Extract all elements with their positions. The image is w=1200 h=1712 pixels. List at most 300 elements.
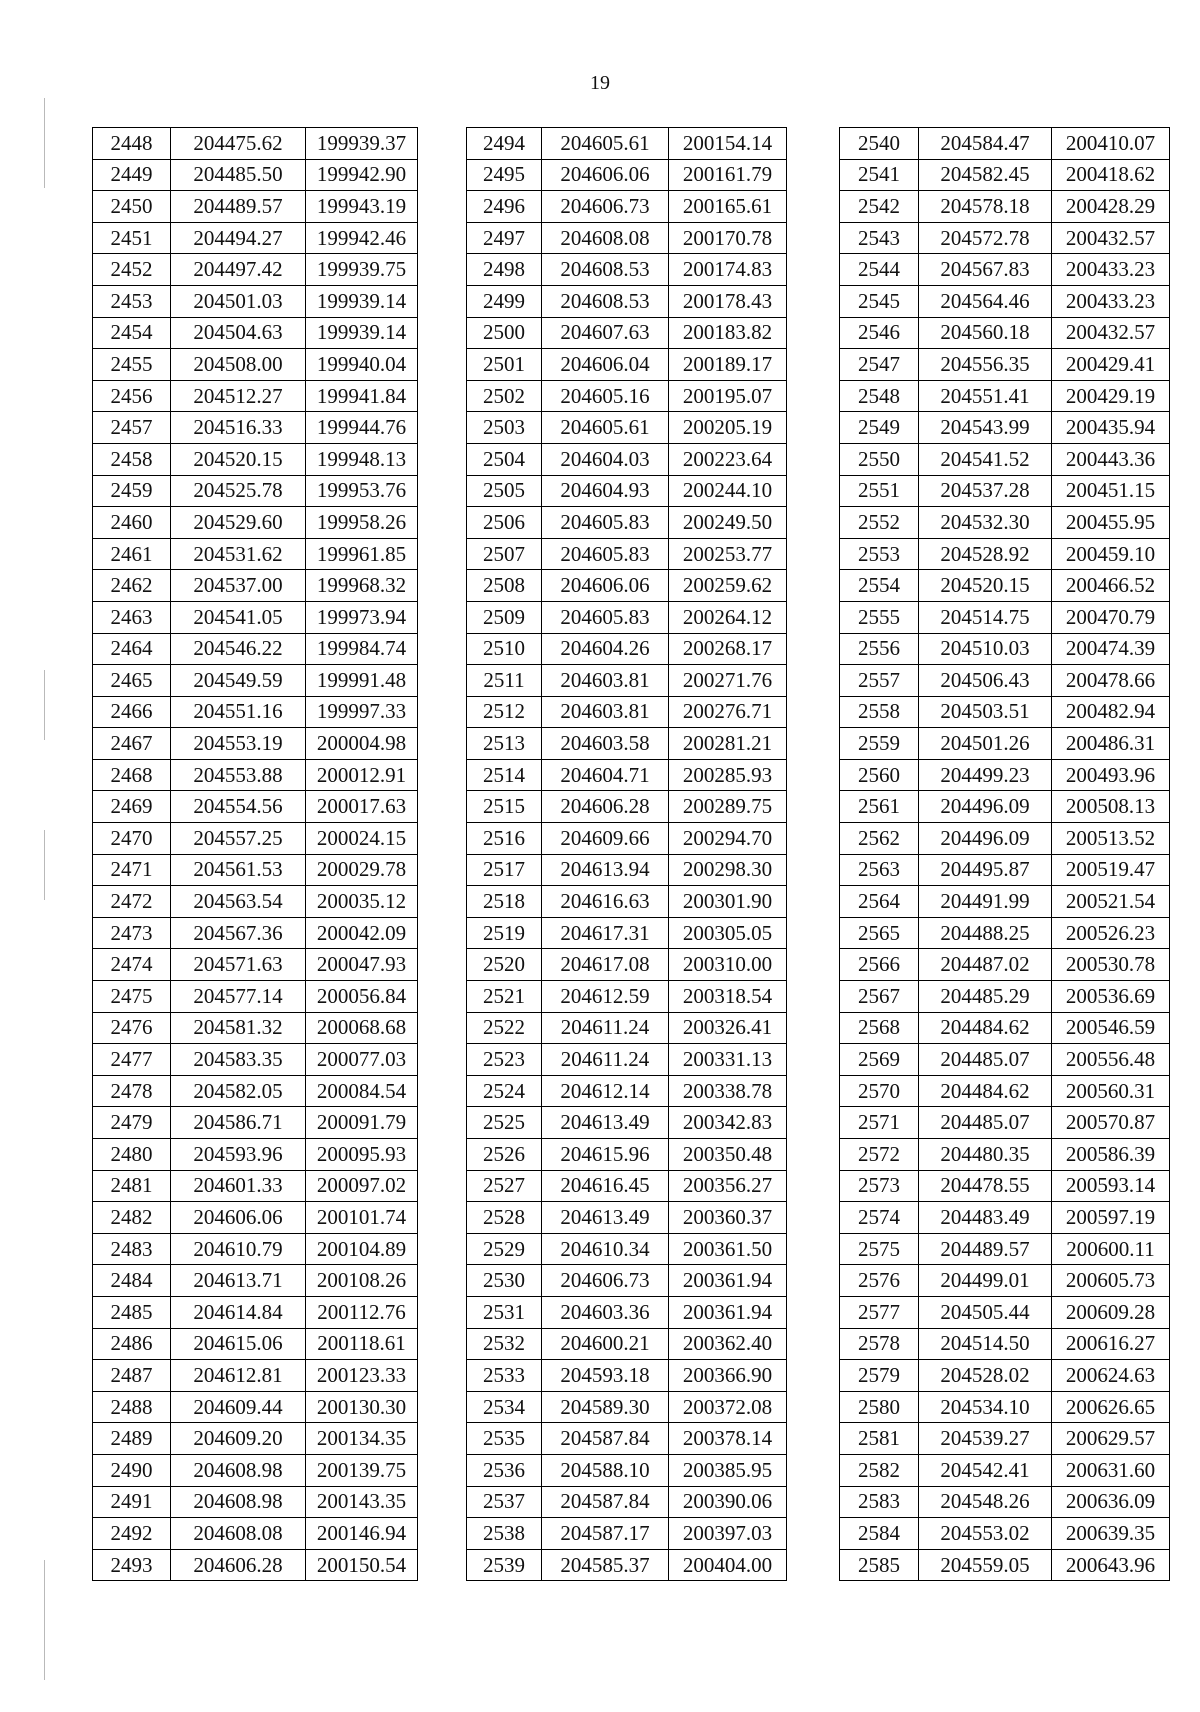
table-row (840, 191, 1170, 223)
x-coordinate-cell: 204520.15 (919, 570, 1052, 602)
y-coordinate-cell: 200342.83 (669, 1107, 787, 1139)
table-row (93, 538, 418, 570)
table-row (93, 917, 418, 949)
y-coordinate-cell: 200597.19 (1052, 1202, 1170, 1234)
table-row (467, 791, 787, 823)
y-coordinate-cell: 200556.48 (1052, 1044, 1170, 1076)
y-coordinate-cell: 200134.35 (306, 1423, 418, 1455)
y-coordinate-cell: 200361.94 (669, 1296, 787, 1328)
y-coordinate-cell: 200123.33 (306, 1360, 418, 1392)
point-number-cell: 2538 (467, 1518, 542, 1550)
point-number-cell: 2469 (93, 791, 171, 823)
x-coordinate-cell: 204563.54 (171, 886, 306, 918)
x-coordinate-cell: 204512.27 (171, 380, 306, 412)
y-coordinate-cell: 200378.14 (669, 1423, 787, 1455)
table-row (840, 1391, 1170, 1423)
table-row (93, 1075, 418, 1107)
point-number-cell: 2448 (93, 128, 171, 160)
scan-margin-mark (44, 670, 45, 740)
table-row (840, 854, 1170, 886)
table-row (93, 380, 418, 412)
point-number-cell: 2535 (467, 1423, 542, 1455)
y-coordinate-cell: 200143.35 (306, 1486, 418, 1518)
x-coordinate-cell: 204612.14 (542, 1075, 669, 1107)
y-coordinate-cell: 199991.48 (306, 665, 418, 697)
table-row (467, 1423, 787, 1455)
y-coordinate-cell: 200433.23 (1052, 285, 1170, 317)
y-coordinate-cell: 200170.78 (669, 222, 787, 254)
x-coordinate-cell: 204551.16 (171, 696, 306, 728)
x-coordinate-cell: 204617.31 (542, 917, 669, 949)
point-number-cell: 2480 (93, 1139, 171, 1171)
y-coordinate-cell: 200356.27 (669, 1170, 787, 1202)
x-coordinate-cell: 204510.03 (919, 633, 1052, 665)
y-coordinate-cell: 200410.07 (1052, 128, 1170, 160)
x-coordinate-cell: 204603.58 (542, 728, 669, 760)
y-coordinate-cell: 200350.48 (669, 1139, 787, 1171)
x-coordinate-cell: 204606.06 (171, 1202, 306, 1234)
table-row (93, 1423, 418, 1455)
x-coordinate-cell: 204617.08 (542, 949, 669, 981)
point-number-cell: 2467 (93, 728, 171, 760)
table-row (840, 349, 1170, 381)
table-row (840, 538, 1170, 570)
table-row (467, 443, 787, 475)
x-coordinate-cell: 204610.79 (171, 1233, 306, 1265)
point-number-cell: 2475 (93, 981, 171, 1013)
point-number-cell: 2510 (467, 633, 542, 665)
x-coordinate-cell: 204605.61 (542, 412, 669, 444)
table-row (467, 128, 787, 160)
y-coordinate-cell: 200486.31 (1052, 728, 1170, 760)
y-coordinate-cell: 200174.83 (669, 254, 787, 286)
point-number-cell: 2556 (840, 633, 919, 665)
point-number-cell: 2513 (467, 728, 542, 760)
point-number-cell: 2499 (467, 285, 542, 317)
table-row (467, 886, 787, 918)
y-coordinate-cell: 200609.28 (1052, 1296, 1170, 1328)
table-row (467, 1170, 787, 1202)
x-coordinate-cell: 204478.55 (919, 1170, 1052, 1202)
x-coordinate-cell: 204616.45 (542, 1170, 669, 1202)
point-number-cell: 2530 (467, 1265, 542, 1297)
table-row (840, 1360, 1170, 1392)
table-row (93, 443, 418, 475)
x-coordinate-cell: 204484.62 (919, 1075, 1052, 1107)
table-row (93, 1170, 418, 1202)
x-coordinate-cell: 204589.30 (542, 1391, 669, 1423)
table-row (93, 1518, 418, 1550)
table-row (467, 475, 787, 507)
y-coordinate-cell: 200404.00 (669, 1549, 787, 1581)
table-row (840, 823, 1170, 855)
table-row (840, 1233, 1170, 1265)
x-coordinate-cell: 204516.33 (171, 412, 306, 444)
point-number-cell: 2526 (467, 1139, 542, 1171)
point-number-cell: 2491 (93, 1486, 171, 1518)
point-number-cell: 2463 (93, 601, 171, 633)
point-number-cell: 2571 (840, 1107, 919, 1139)
y-coordinate-cell: 200362.40 (669, 1328, 787, 1360)
table-row (467, 1296, 787, 1328)
point-number-cell: 2508 (467, 570, 542, 602)
point-number-cell: 2583 (840, 1486, 919, 1518)
y-coordinate-cell: 200077.03 (306, 1044, 418, 1076)
table-row (840, 1075, 1170, 1107)
table-row (93, 1296, 418, 1328)
point-number-cell: 2514 (467, 759, 542, 791)
y-coordinate-cell: 200526.23 (1052, 917, 1170, 949)
point-number-cell: 2562 (840, 823, 919, 855)
point-number-cell: 2529 (467, 1233, 542, 1265)
y-coordinate-cell: 200178.43 (669, 285, 787, 317)
table-row (467, 1391, 787, 1423)
x-coordinate-cell: 204609.20 (171, 1423, 306, 1455)
point-number-cell: 2552 (840, 507, 919, 539)
table-row (840, 443, 1170, 475)
x-coordinate-cell: 204593.18 (542, 1360, 669, 1392)
point-number-cell: 2476 (93, 1012, 171, 1044)
x-coordinate-cell: 204609.44 (171, 1391, 306, 1423)
point-number-cell: 2573 (840, 1170, 919, 1202)
table-row (93, 728, 418, 760)
y-coordinate-cell: 199997.33 (306, 696, 418, 728)
y-coordinate-cell: 199958.26 (306, 507, 418, 539)
y-coordinate-cell: 200466.52 (1052, 570, 1170, 602)
x-coordinate-cell: 204483.49 (919, 1202, 1052, 1234)
table-row (93, 1044, 418, 1076)
y-coordinate-cell: 200310.00 (669, 949, 787, 981)
table-row (93, 222, 418, 254)
x-coordinate-cell: 204608.08 (542, 222, 669, 254)
y-coordinate-cell: 200570.87 (1052, 1107, 1170, 1139)
y-coordinate-cell: 200639.35 (1052, 1518, 1170, 1550)
y-coordinate-cell: 200298.30 (669, 854, 787, 886)
x-coordinate-cell: 204560.18 (919, 317, 1052, 349)
y-coordinate-cell: 200268.17 (669, 633, 787, 665)
x-coordinate-cell: 204605.16 (542, 380, 669, 412)
table-row (467, 1360, 787, 1392)
point-number-cell: 2560 (840, 759, 919, 791)
y-coordinate-cell: 200047.93 (306, 949, 418, 981)
point-number-cell: 2458 (93, 443, 171, 475)
coordinate-table-1 (92, 127, 418, 1581)
table-row (93, 823, 418, 855)
x-coordinate-cell: 204607.63 (542, 317, 669, 349)
x-coordinate-cell: 204608.98 (171, 1454, 306, 1486)
point-number-cell: 2471 (93, 854, 171, 886)
y-coordinate-cell: 199939.37 (306, 128, 418, 160)
table-row (467, 1549, 787, 1581)
y-coordinate-cell: 200626.65 (1052, 1391, 1170, 1423)
point-number-cell: 2557 (840, 665, 919, 697)
point-number-cell: 2541 (840, 159, 919, 191)
table-row (93, 759, 418, 791)
y-coordinate-cell: 200478.66 (1052, 665, 1170, 697)
point-number-cell: 2500 (467, 317, 542, 349)
point-number-cell: 2517 (467, 854, 542, 886)
y-coordinate-cell: 200118.61 (306, 1328, 418, 1360)
y-coordinate-cell: 200519.47 (1052, 854, 1170, 886)
x-coordinate-cell: 204606.28 (542, 791, 669, 823)
point-number-cell: 2554 (840, 570, 919, 602)
y-coordinate-cell: 200459.10 (1052, 538, 1170, 570)
scan-margin-mark (44, 1560, 45, 1680)
table-row (840, 222, 1170, 254)
point-number-cell: 2581 (840, 1423, 919, 1455)
y-coordinate-cell: 200271.76 (669, 665, 787, 697)
y-coordinate-cell: 200305.05 (669, 917, 787, 949)
y-coordinate-cell: 200470.79 (1052, 601, 1170, 633)
point-number-cell: 2566 (840, 949, 919, 981)
y-coordinate-cell: 200146.94 (306, 1518, 418, 1550)
table-row (467, 1518, 787, 1550)
table-row (467, 1202, 787, 1234)
table-row (467, 1265, 787, 1297)
table-row (93, 665, 418, 697)
point-number-cell: 2550 (840, 443, 919, 475)
x-coordinate-cell: 204503.51 (919, 696, 1052, 728)
table-row (467, 507, 787, 539)
x-coordinate-cell: 204605.61 (542, 128, 669, 160)
y-coordinate-cell: 200195.07 (669, 380, 787, 412)
point-number-cell: 2559 (840, 728, 919, 760)
table-row (93, 285, 418, 317)
x-coordinate-cell: 204520.15 (171, 443, 306, 475)
y-coordinate-cell: 200112.76 (306, 1296, 418, 1328)
point-number-cell: 2527 (467, 1170, 542, 1202)
y-coordinate-cell: 199973.94 (306, 601, 418, 633)
point-number-cell: 2453 (93, 285, 171, 317)
point-number-cell: 2564 (840, 886, 919, 918)
point-number-cell: 2521 (467, 981, 542, 1013)
x-coordinate-cell: 204495.87 (919, 854, 1052, 886)
table-row (467, 823, 787, 855)
table-row (840, 412, 1170, 444)
y-coordinate-cell: 200530.78 (1052, 949, 1170, 981)
table-row (467, 380, 787, 412)
point-number-cell: 2540 (840, 128, 919, 160)
point-number-cell: 2456 (93, 380, 171, 412)
x-coordinate-cell: 204551.41 (919, 380, 1052, 412)
table-row (93, 1549, 418, 1581)
y-coordinate-cell: 200560.31 (1052, 1075, 1170, 1107)
x-coordinate-cell: 204604.03 (542, 443, 669, 475)
table-row (93, 475, 418, 507)
y-coordinate-cell: 199948.13 (306, 443, 418, 475)
y-coordinate-cell: 199939.75 (306, 254, 418, 286)
table-row (93, 1328, 418, 1360)
y-coordinate-cell: 200493.96 (1052, 759, 1170, 791)
point-number-cell: 2563 (840, 854, 919, 886)
x-coordinate-cell: 204615.06 (171, 1328, 306, 1360)
y-coordinate-cell: 200429.41 (1052, 349, 1170, 381)
table-row (93, 1265, 418, 1297)
x-coordinate-cell: 204553.88 (171, 759, 306, 791)
table-row (840, 696, 1170, 728)
x-coordinate-cell: 204615.96 (542, 1139, 669, 1171)
x-coordinate-cell: 204491.99 (919, 886, 1052, 918)
point-number-cell: 2512 (467, 696, 542, 728)
point-number-cell: 2504 (467, 443, 542, 475)
y-coordinate-cell: 200631.60 (1052, 1454, 1170, 1486)
y-coordinate-cell: 200513.52 (1052, 823, 1170, 855)
y-coordinate-cell: 200624.63 (1052, 1360, 1170, 1392)
x-coordinate-cell: 204587.17 (542, 1518, 669, 1550)
point-number-cell: 2539 (467, 1549, 542, 1581)
table-row (467, 570, 787, 602)
table-row (467, 349, 787, 381)
x-coordinate-cell: 204489.57 (171, 191, 306, 223)
y-coordinate-cell: 200165.61 (669, 191, 787, 223)
point-number-cell: 2462 (93, 570, 171, 602)
x-coordinate-cell: 204577.14 (171, 981, 306, 1013)
table-row (93, 317, 418, 349)
table-row (467, 665, 787, 697)
point-number-cell: 2490 (93, 1454, 171, 1486)
point-number-cell: 2542 (840, 191, 919, 223)
x-coordinate-cell: 204586.71 (171, 1107, 306, 1139)
y-coordinate-cell: 200012.91 (306, 759, 418, 791)
x-coordinate-cell: 204508.00 (171, 349, 306, 381)
point-number-cell: 2461 (93, 538, 171, 570)
point-number-cell: 2543 (840, 222, 919, 254)
table-row (93, 507, 418, 539)
y-coordinate-cell: 200017.63 (306, 791, 418, 823)
y-coordinate-cell: 200546.59 (1052, 1012, 1170, 1044)
table-row (467, 981, 787, 1013)
table-row (467, 1486, 787, 1518)
point-number-cell: 2485 (93, 1296, 171, 1328)
x-coordinate-cell: 204564.46 (919, 285, 1052, 317)
y-coordinate-cell: 200326.41 (669, 1012, 787, 1044)
x-coordinate-cell: 204613.49 (542, 1202, 669, 1234)
table-row (840, 601, 1170, 633)
x-coordinate-cell: 204578.18 (919, 191, 1052, 223)
point-number-cell: 2579 (840, 1360, 919, 1392)
x-coordinate-cell: 204606.73 (542, 191, 669, 223)
point-number-cell: 2472 (93, 886, 171, 918)
x-coordinate-cell: 204549.59 (171, 665, 306, 697)
table-row (840, 917, 1170, 949)
table-row (467, 538, 787, 570)
x-coordinate-cell: 204561.53 (171, 854, 306, 886)
point-number-cell: 2531 (467, 1296, 542, 1328)
y-coordinate-cell: 200443.36 (1052, 443, 1170, 475)
y-coordinate-cell: 200161.79 (669, 159, 787, 191)
table-row (840, 728, 1170, 760)
point-number-cell: 2536 (467, 1454, 542, 1486)
table-row (840, 1518, 1170, 1550)
table-row (467, 1328, 787, 1360)
point-number-cell: 2546 (840, 317, 919, 349)
y-coordinate-cell: 200264.12 (669, 601, 787, 633)
table-row (840, 285, 1170, 317)
x-coordinate-cell: 204537.28 (919, 475, 1052, 507)
x-coordinate-cell: 204584.47 (919, 128, 1052, 160)
x-coordinate-cell: 204559.05 (919, 1549, 1052, 1581)
x-coordinate-cell: 204606.28 (171, 1549, 306, 1581)
point-number-cell: 2466 (93, 696, 171, 728)
point-number-cell: 2570 (840, 1075, 919, 1107)
y-coordinate-cell: 200042.09 (306, 917, 418, 949)
x-coordinate-cell: 204608.53 (542, 254, 669, 286)
x-coordinate-cell: 204480.35 (919, 1139, 1052, 1171)
table-row (93, 191, 418, 223)
y-coordinate-cell: 200223.64 (669, 443, 787, 475)
y-coordinate-cell: 200605.73 (1052, 1265, 1170, 1297)
y-coordinate-cell: 200433.23 (1052, 254, 1170, 286)
table-row (467, 317, 787, 349)
table-row (840, 1202, 1170, 1234)
x-coordinate-cell: 204484.62 (919, 1012, 1052, 1044)
table-row (467, 1454, 787, 1486)
point-number-cell: 2519 (467, 917, 542, 949)
table-row (467, 949, 787, 981)
point-number-cell: 2492 (93, 1518, 171, 1550)
y-coordinate-cell: 200593.14 (1052, 1170, 1170, 1202)
y-coordinate-cell: 200521.54 (1052, 886, 1170, 918)
table-row (840, 1107, 1170, 1139)
point-number-cell: 2555 (840, 601, 919, 633)
y-coordinate-cell: 200285.93 (669, 759, 787, 791)
y-coordinate-cell: 199940.04 (306, 349, 418, 381)
point-number-cell: 2489 (93, 1423, 171, 1455)
x-coordinate-cell: 204485.29 (919, 981, 1052, 1013)
table-row (467, 1044, 787, 1076)
coordinate-table-3 (839, 127, 1170, 1581)
x-coordinate-cell: 204585.37 (542, 1549, 669, 1581)
table-row (840, 507, 1170, 539)
x-coordinate-cell: 204593.96 (171, 1139, 306, 1171)
y-coordinate-cell: 200331.13 (669, 1044, 787, 1076)
coordinate-table-2 (466, 127, 787, 1581)
point-number-cell: 2498 (467, 254, 542, 286)
x-coordinate-cell: 204588.10 (542, 1454, 669, 1486)
table-row (93, 1107, 418, 1139)
y-coordinate-cell: 200289.75 (669, 791, 787, 823)
point-number-cell: 2481 (93, 1170, 171, 1202)
y-coordinate-cell: 200629.57 (1052, 1423, 1170, 1455)
x-coordinate-cell: 204612.81 (171, 1360, 306, 1392)
point-number-cell: 2459 (93, 475, 171, 507)
x-coordinate-cell: 204583.35 (171, 1044, 306, 1076)
point-number-cell: 2450 (93, 191, 171, 223)
x-coordinate-cell: 204488.25 (919, 917, 1052, 949)
table-row (840, 159, 1170, 191)
x-coordinate-cell: 204485.50 (171, 159, 306, 191)
x-coordinate-cell: 204587.84 (542, 1486, 669, 1518)
y-coordinate-cell: 200205.19 (669, 412, 787, 444)
point-number-cell: 2528 (467, 1202, 542, 1234)
y-coordinate-cell: 200536.69 (1052, 981, 1170, 1013)
point-number-cell: 2464 (93, 633, 171, 665)
x-coordinate-cell: 204529.60 (171, 507, 306, 539)
y-coordinate-cell: 200474.39 (1052, 633, 1170, 665)
x-coordinate-cell: 204609.66 (542, 823, 669, 855)
y-coordinate-cell: 200130.30 (306, 1391, 418, 1423)
y-coordinate-cell: 199953.76 (306, 475, 418, 507)
y-coordinate-cell: 200301.90 (669, 886, 787, 918)
table-row (840, 633, 1170, 665)
y-coordinate-cell: 199942.90 (306, 159, 418, 191)
point-number-cell: 2567 (840, 981, 919, 1013)
table-row (840, 317, 1170, 349)
x-coordinate-cell: 204616.63 (542, 886, 669, 918)
point-number-cell: 2545 (840, 285, 919, 317)
point-number-cell: 2534 (467, 1391, 542, 1423)
x-coordinate-cell: 204541.05 (171, 601, 306, 633)
